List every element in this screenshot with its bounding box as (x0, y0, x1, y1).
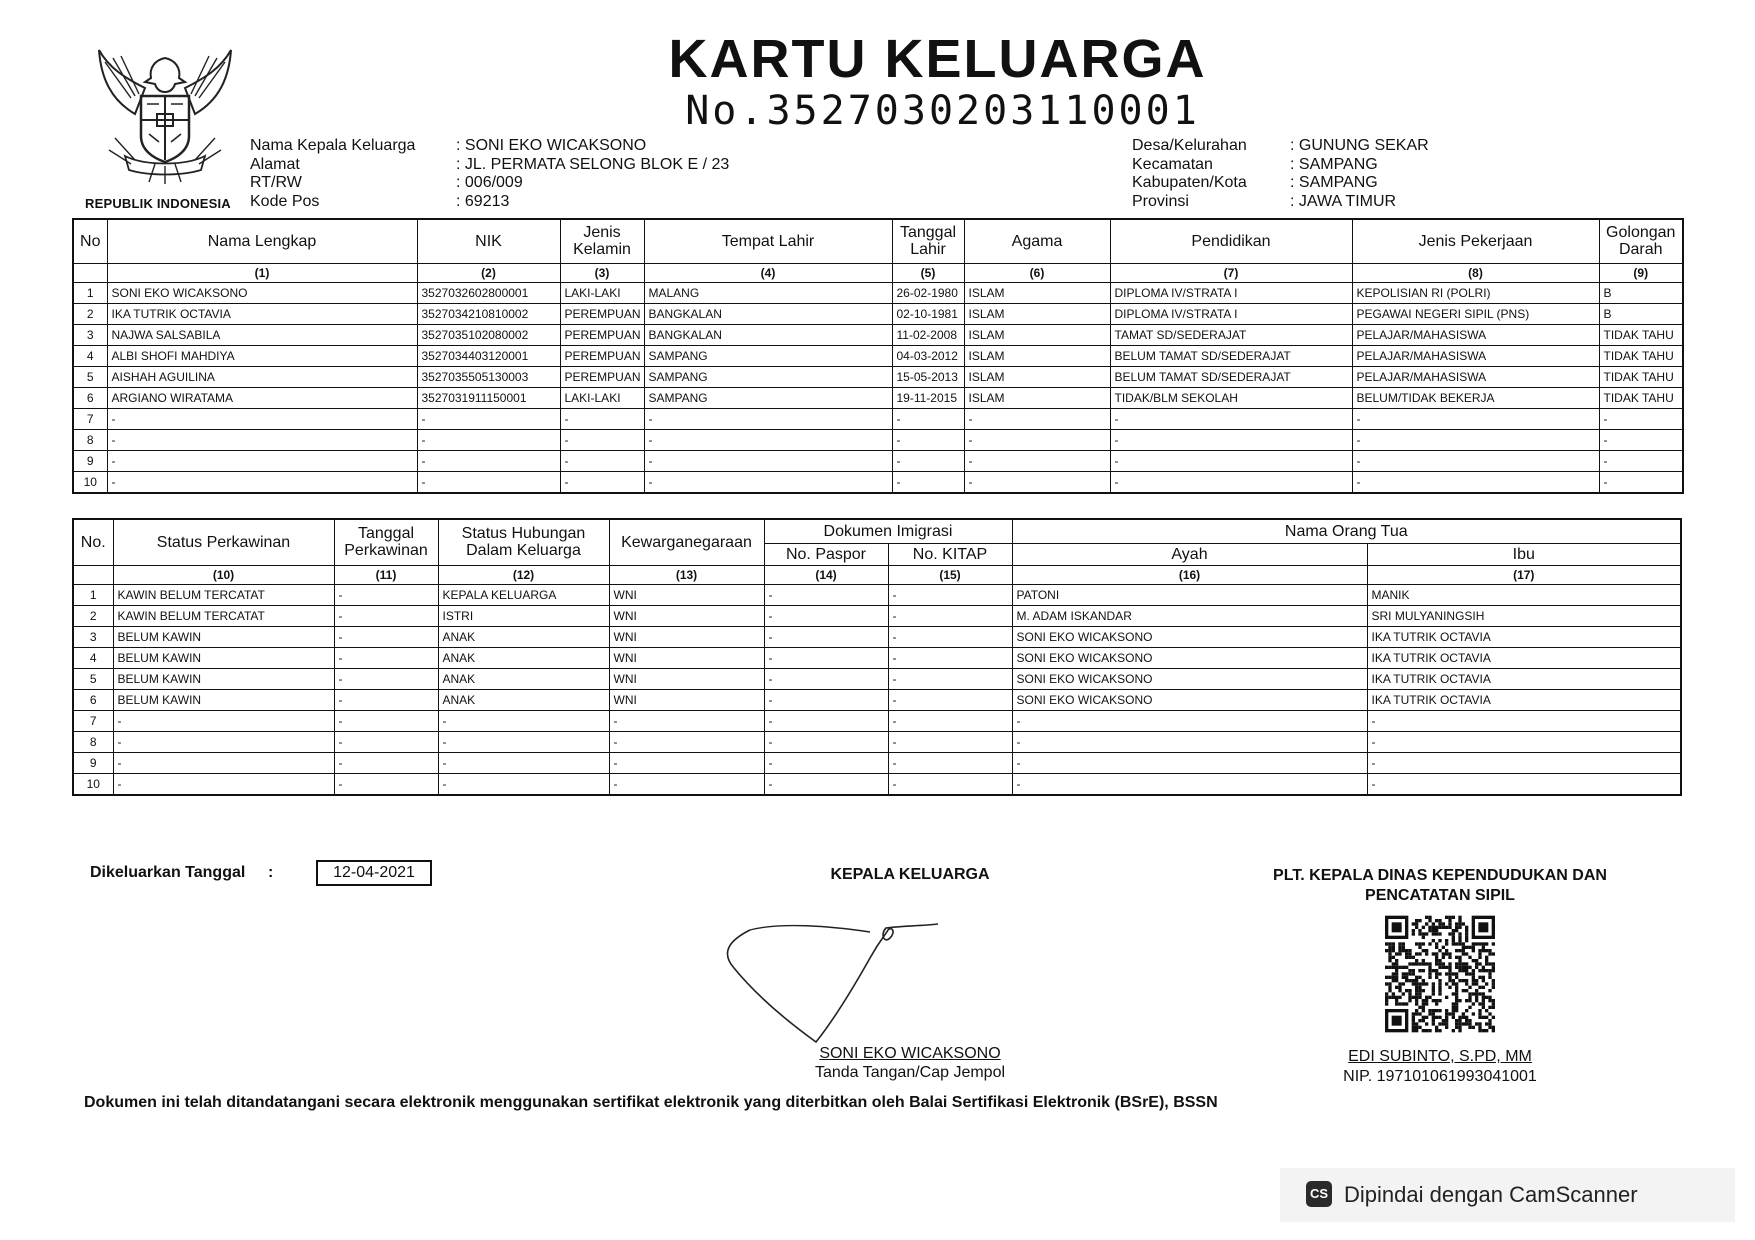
cell-jenis-kelamin: - (560, 408, 644, 429)
value-kabupaten: : SAMPANG (1290, 174, 1378, 191)
cell-pendidikan: BELUM TAMAT SD/SEDERAJAT (1110, 366, 1352, 387)
cell-no-kitap: - (888, 584, 1012, 605)
index-cell: (9) (1599, 263, 1683, 282)
family-status-body (73, 584, 1681, 795)
cell-no: 3 (73, 324, 107, 345)
label-rtrw: RT/RW (250, 174, 302, 191)
cell-no: 1 (73, 584, 113, 605)
index-cell: (4) (644, 263, 892, 282)
cell-tanggal-perkawinan: - (334, 773, 438, 795)
official-title-line-2: PENCATATAN SIPIL (1365, 887, 1515, 904)
cell-jenis-kelamin: PEREMPUAN (560, 366, 644, 387)
family-members-table (72, 218, 1684, 494)
cell-no: 4 (73, 647, 113, 668)
cell-status-hubungan: ISTRI (438, 605, 609, 626)
cell-agama: ISLAM (964, 303, 1110, 324)
cell-jenis-kelamin: PEREMPUAN (560, 303, 644, 324)
cell-tanggal-lahir: 04-03-2012 (892, 345, 964, 366)
cell-tanggal-lahir: 11-02-2008 (892, 324, 964, 345)
cell-status-hubungan: ANAK (438, 647, 609, 668)
label-kodepos: Kode Pos (250, 192, 320, 210)
table-row (73, 584, 1681, 605)
cell-kewarganegaraan: - (609, 773, 764, 795)
cell-tanggal-lahir: - (892, 429, 964, 450)
cell-pekerjaan: - (1352, 450, 1599, 471)
cell-ayah: M. ADAM ISKANDAR (1012, 605, 1367, 626)
cell-no: 6 (73, 387, 107, 408)
cell-no-paspor: - (764, 605, 888, 626)
cell-tempat-lahir: - (644, 450, 892, 471)
cell-agama: - (964, 408, 1110, 429)
cell-no: 2 (73, 605, 113, 626)
cell-pendidikan: - (1110, 450, 1352, 471)
index-cell: (17) (1367, 565, 1681, 584)
cell-ayah: SONI EKO WICAKSONO (1012, 647, 1367, 668)
cell-status-perkawinan: - (113, 773, 334, 795)
table-row (73, 647, 1681, 668)
cell-nik: 3527034403120001 (417, 345, 560, 366)
cell-kewarganegaraan: WNI (609, 605, 764, 626)
header-dokumen-imigrasi: Dokumen Imigrasi (764, 519, 1012, 543)
document-number: No.3527030203110001 (685, 88, 1200, 134)
cell-tanggal-perkawinan: - (334, 752, 438, 773)
cell-nik: 3527034210810002 (417, 303, 560, 324)
region-labels (1132, 137, 1247, 211)
cell-nama: AISHAH AGUILINA (107, 366, 417, 387)
cell-status-hubungan: ANAK (438, 626, 609, 647)
cell-no-kitap: - (888, 689, 1012, 710)
republik-indonesia-label: REPUBLIK INDONESIA (85, 196, 231, 211)
cell-kewarganegaraan: - (609, 752, 764, 773)
cell-agama: - (964, 450, 1110, 471)
cell-ibu: - (1367, 773, 1681, 795)
cell-nama: ALBI SHOFI MAHDIYA (107, 345, 417, 366)
cell-agama: ISLAM (964, 324, 1110, 345)
cell-pendidikan: DIPLOMA IV/STRATA I (1110, 303, 1352, 324)
cell-ayah: - (1012, 773, 1367, 795)
camscanner-text: Dipindai dengan CamScanner (1344, 1182, 1638, 1207)
official-name: EDI SUBINTO, S.PD, MM (1348, 1048, 1532, 1065)
cell-jenis-kelamin: LAKI-LAKI (560, 387, 644, 408)
header-status-hubungan: Status Hubungan Dalam Keluarga (438, 519, 609, 565)
cell-no: 10 (73, 471, 107, 493)
cell-tanggal-lahir: - (892, 408, 964, 429)
cell-no: 3 (73, 626, 113, 647)
cell-nama: - (107, 450, 417, 471)
cell-no: 7 (73, 408, 107, 429)
signature-icon (720, 920, 1000, 1050)
cell-no-kitap: - (888, 647, 1012, 668)
cell-ibu: - (1367, 710, 1681, 731)
cell-tanggal-perkawinan: - (334, 647, 438, 668)
cell-status-hubungan: ANAK (438, 668, 609, 689)
cell-no: 4 (73, 345, 107, 366)
kepala-keluarga-title: KEPALA KELUARGA (830, 866, 990, 883)
cell-golongan-darah: B (1599, 303, 1683, 324)
cell-ayah: - (1012, 710, 1367, 731)
cell-tanggal-perkawinan: - (334, 605, 438, 626)
cell-golongan-darah: - (1599, 429, 1683, 450)
cell-jenis-kelamin: - (560, 471, 644, 493)
table-row (73, 408, 1683, 429)
region-values (1290, 137, 1429, 211)
table-row (73, 282, 1683, 303)
cell-pendidikan: TIDAK/BLM SEKOLAH (1110, 387, 1352, 408)
cell-ibu: IKA TUTRIK OCTAVIA (1367, 668, 1681, 689)
cell-jenis-kelamin: - (560, 450, 644, 471)
cell-tanggal-perkawinan: - (334, 710, 438, 731)
index-cell: (11) (334, 565, 438, 584)
value-rtrw: : 006/009 (456, 174, 523, 191)
cell-nama: - (107, 429, 417, 450)
cell-kewarganegaraan: WNI (609, 647, 764, 668)
kepala-keluarga-name: SONI EKO WICAKSONO (819, 1045, 1001, 1062)
label-kecamatan: Kecamatan (1132, 155, 1213, 173)
cell-pekerjaan: - (1352, 408, 1599, 429)
header-pendidikan: Pendidikan (1110, 219, 1352, 263)
table-row (73, 471, 1683, 493)
cell-pendidikan: TAMAT SD/SEDERAJAT (1110, 324, 1352, 345)
cell-nik: 3527032602800001 (417, 282, 560, 303)
cell-tanggal-lahir: 15-05-2013 (892, 366, 964, 387)
cell-ibu: - (1367, 731, 1681, 752)
cell-no: 9 (73, 450, 107, 471)
cell-tempat-lahir: BANGKALAN (644, 324, 892, 345)
index-cell: (13) (609, 565, 764, 584)
cell-no: 8 (73, 429, 107, 450)
table-row (73, 450, 1683, 471)
cell-status-perkawinan: BELUM KAWIN (113, 668, 334, 689)
table-row (73, 387, 1683, 408)
cell-pendidikan: - (1110, 429, 1352, 450)
table-row (73, 731, 1681, 752)
cell-pendidikan: DIPLOMA IV/STRATA I (1110, 282, 1352, 303)
label-desa: Desa/Kelurahan (1132, 137, 1247, 154)
cell-pekerjaan: - (1352, 471, 1599, 493)
cell-status-hubungan: - (438, 710, 609, 731)
header-ayah: Ayah (1012, 543, 1367, 565)
cell-status-perkawinan: BELUM KAWIN (113, 689, 334, 710)
cell-golongan-darah: TIDAK TAHU (1599, 345, 1683, 366)
official-title-line-1: PLT. KEPALA DINAS KEPENDUDUKAN DAN (1273, 867, 1607, 884)
cell-no-kitap: - (888, 710, 1012, 731)
index-cell-empty (73, 263, 107, 282)
cell-no: 2 (73, 303, 107, 324)
cell-no-kitap: - (888, 626, 1012, 647)
index-cell: (10) (113, 565, 334, 584)
cell-nama: NAJWA SALSABILA (107, 324, 417, 345)
cell-tanggal-lahir: 19-11-2015 (892, 387, 964, 408)
cell-status-hubungan: KEPALA KELUARGA (438, 584, 609, 605)
cell-ayah: - (1012, 731, 1367, 752)
cell-tanggal-lahir: 26-02-1980 (892, 282, 964, 303)
index-cell: (6) (964, 263, 1110, 282)
cell-nik: - (417, 450, 560, 471)
household-values (456, 137, 729, 211)
cell-status-perkawinan: - (113, 710, 334, 731)
cell-no: 5 (73, 668, 113, 689)
cell-golongan-darah: - (1599, 450, 1683, 471)
cell-pekerjaan: PEGAWAI NEGERI SIPIL (PNS) (1352, 303, 1599, 324)
label-alamat: Alamat (250, 155, 300, 173)
official-title (1250, 866, 1630, 906)
cell-ibu: IKA TUTRIK OCTAVIA (1367, 647, 1681, 668)
cell-tanggal-lahir: - (892, 471, 964, 493)
cell-nama: ARGIANO WIRATAMA (107, 387, 417, 408)
issued-date-value: 12-04-2021 (316, 860, 432, 886)
cell-agama: - (964, 429, 1110, 450)
value-alamat: : JL. PERMATA SELONG BLOK E / 23 (456, 155, 730, 173)
cell-kewarganegaraan: WNI (609, 668, 764, 689)
cell-tanggal-perkawinan: - (334, 668, 438, 689)
cell-status-perkawinan: KAWIN BELUM TERCATAT (113, 605, 334, 626)
header-nik: NIK (417, 219, 560, 263)
cell-no: 9 (73, 752, 113, 773)
cell-ibu: IKA TUTRIK OCTAVIA (1367, 689, 1681, 710)
signature-caption: Tanda Tangan/Cap Jempol (814, 1064, 1006, 1081)
header-kewarganegaraan: Kewarganegaraan (609, 519, 764, 565)
cell-pekerjaan: PELAJAR/MAHASISWA (1352, 366, 1599, 387)
cell-status-hubungan: - (438, 731, 609, 752)
label-nama-kepala: Nama Kepala Keluarga (250, 137, 416, 154)
cell-nama: - (107, 471, 417, 493)
index-cell: (12) (438, 565, 609, 584)
table-row (73, 626, 1681, 647)
cell-no: 7 (73, 710, 113, 731)
index-cell: (1) (107, 263, 417, 282)
value-nama-kepala: : SONI EKO WICAKSONO (456, 137, 647, 154)
cell-ibu: - (1367, 752, 1681, 773)
cell-no: 6 (73, 689, 113, 710)
cell-tanggal-perkawinan: - (334, 731, 438, 752)
cell-tempat-lahir: SAMPANG (644, 387, 892, 408)
header-ibu: Ibu (1367, 543, 1681, 565)
cell-nik: 3527035102080002 (417, 324, 560, 345)
cell-nik: - (417, 471, 560, 493)
cell-tempat-lahir: MALANG (644, 282, 892, 303)
header-jenis-kelamin: Jenis Kelamin (560, 219, 644, 263)
table-row (73, 345, 1683, 366)
cell-golongan-darah: - (1599, 471, 1683, 493)
document-title: KARTU KELUARGA (668, 29, 1207, 89)
header-no-paspor: No. Paspor (764, 543, 888, 565)
header-no-kitap: No. KITAP (888, 543, 1012, 565)
cell-status-perkawinan: - (113, 731, 334, 752)
cell-pendidikan: - (1110, 408, 1352, 429)
cell-tempat-lahir: - (644, 471, 892, 493)
header-jenis-pekerjaan: Jenis Pekerjaan (1352, 219, 1599, 263)
cell-golongan-darah: - (1599, 408, 1683, 429)
cell-no-paspor: - (764, 710, 888, 731)
cell-pekerjaan: BELUM/TIDAK BEKERJA (1352, 387, 1599, 408)
cell-tempat-lahir: SAMPANG (644, 366, 892, 387)
value-provinsi: : JAWA TIMUR (1290, 192, 1397, 210)
label-kabupaten: Kabupaten/Kota (1132, 174, 1247, 191)
header-tanggal-perkawinan: Tanggal Perkawinan (334, 519, 438, 565)
cell-status-perkawinan: KAWIN BELUM TERCATAT (113, 584, 334, 605)
cell-status-hubungan: ANAK (438, 689, 609, 710)
cell-nik: 3527031911150001 (417, 387, 560, 408)
cell-kewarganegaraan: WNI (609, 584, 764, 605)
value-kodepos: : 69213 (456, 192, 510, 210)
cell-ayah: - (1012, 752, 1367, 773)
cell-no-paspor: - (764, 668, 888, 689)
cell-nik: - (417, 429, 560, 450)
index-cell: (16) (1012, 565, 1367, 584)
value-kecamatan: : SAMPANG (1290, 155, 1378, 173)
table-row (73, 324, 1683, 345)
cell-no-paspor: - (764, 689, 888, 710)
cell-tempat-lahir: - (644, 408, 892, 429)
index-cell: (5) (892, 263, 964, 282)
cell-no: 10 (73, 773, 113, 795)
cell-kewarganegaraan: - (609, 731, 764, 752)
family-status-table (72, 518, 1682, 796)
cell-ayah: SONI EKO WICAKSONO (1012, 626, 1367, 647)
cell-no: 1 (73, 282, 107, 303)
cell-golongan-darah: TIDAK TAHU (1599, 324, 1683, 345)
cell-pekerjaan: - (1352, 429, 1599, 450)
cell-no-paspor: - (764, 752, 888, 773)
cell-status-perkawinan: BELUM KAWIN (113, 647, 334, 668)
qr-code-icon (1385, 915, 1495, 1033)
family-members-body (73, 282, 1683, 493)
cell-no-paspor: - (764, 731, 888, 752)
header-golongan-darah: Golongan Darah (1599, 219, 1683, 263)
cell-status-hubungan: - (438, 773, 609, 795)
table-row (73, 303, 1683, 324)
table-row (73, 773, 1681, 795)
cell-status-perkawinan: - (113, 752, 334, 773)
cell-kewarganegaraan: WNI (609, 626, 764, 647)
cell-agama: - (964, 471, 1110, 493)
index-cell: (2) (417, 263, 560, 282)
cell-pendidikan: BELUM TAMAT SD/SEDERAJAT (1110, 345, 1352, 366)
issued-date-label: Dikeluarkan Tanggal (90, 864, 246, 881)
cell-pendidikan: - (1110, 471, 1352, 493)
cell-tanggal-perkawinan: - (334, 626, 438, 647)
cell-no-paspor: - (764, 773, 888, 795)
cell-ibu: IKA TUTRIK OCTAVIA (1367, 626, 1681, 647)
electronic-signature-note: Dokumen ini telah ditandatangani secara elektronik menggunakan sertifikat elektronik yang diterbitkan oleh Balai Sertifikasi Elektronik (BSrE), BSSN (84, 1094, 1218, 1111)
cell-tanggal-perkawinan: - (334, 584, 438, 605)
cell-golongan-darah: TIDAK TAHU (1599, 387, 1683, 408)
cell-nik: 3527035505130003 (417, 366, 560, 387)
header-status-perkawinan: Status Perkawinan (113, 519, 334, 565)
table-row (73, 605, 1681, 626)
cell-no-kitap: - (888, 731, 1012, 752)
table-row (73, 710, 1681, 731)
table-row (73, 429, 1683, 450)
cell-tempat-lahir: SAMPANG (644, 345, 892, 366)
cell-jenis-kelamin: LAKI-LAKI (560, 282, 644, 303)
cell-no: 8 (73, 731, 113, 752)
label-provinsi: Provinsi (1132, 192, 1189, 210)
camscanner-icon: CS (1306, 1181, 1332, 1207)
index-cell: (7) (1110, 263, 1352, 282)
cell-jenis-kelamin: - (560, 429, 644, 450)
cell-agama: ISLAM (964, 366, 1110, 387)
cell-ibu: MANIK (1367, 584, 1681, 605)
cell-tanggal-lahir: - (892, 450, 964, 471)
cell-nik: - (417, 408, 560, 429)
cell-agama: ISLAM (964, 282, 1110, 303)
cell-tanggal-perkawinan: - (334, 689, 438, 710)
cell-ibu: SRI MULYANINGSIH (1367, 605, 1681, 626)
cell-pekerjaan: KEPOLISIAN RI (POLRI) (1352, 282, 1599, 303)
cell-no: 5 (73, 366, 107, 387)
table-row (73, 366, 1683, 387)
cell-golongan-darah: TIDAK TAHU (1599, 366, 1683, 387)
cell-kewarganegaraan: - (609, 710, 764, 731)
cell-kewarganegaraan: WNI (609, 689, 764, 710)
index-cell: (14) (764, 565, 888, 584)
cell-agama: ISLAM (964, 345, 1110, 366)
cell-tanggal-lahir: 02-10-1981 (892, 303, 964, 324)
cell-nama: IKA TUTRIK OCTAVIA (107, 303, 417, 324)
cell-ayah: SONI EKO WICAKSONO (1012, 689, 1367, 710)
issued-date-colon: : (268, 864, 274, 881)
cell-no-paspor: - (764, 584, 888, 605)
cell-tempat-lahir: - (644, 429, 892, 450)
cell-jenis-kelamin: PEREMPUAN (560, 345, 644, 366)
cell-status-perkawinan: BELUM KAWIN (113, 626, 334, 647)
official-nip: NIP. 197101061993041001 (1343, 1068, 1537, 1085)
cell-status-hubungan: - (438, 752, 609, 773)
cell-no-kitap: - (888, 752, 1012, 773)
table-row (73, 668, 1681, 689)
header-agama: Agama (964, 219, 1110, 263)
cell-ayah: PATONI (1012, 584, 1367, 605)
cell-no-kitap: - (888, 668, 1012, 689)
cell-tempat-lahir: BANGKALAN (644, 303, 892, 324)
cell-jenis-kelamin: PEREMPUAN (560, 324, 644, 345)
cell-pekerjaan: PELAJAR/MAHASISWA (1352, 324, 1599, 345)
header-tempat-lahir: Tempat Lahir (644, 219, 892, 263)
cell-no-kitap: - (888, 773, 1012, 795)
cell-no-paspor: - (764, 626, 888, 647)
cell-golongan-darah: B (1599, 282, 1683, 303)
header-nama-orang-tua: Nama Orang Tua (1012, 519, 1681, 543)
cell-ayah: SONI EKO WICAKSONO (1012, 668, 1367, 689)
header-tanggal-lahir: Tanggal Lahir (892, 219, 964, 263)
header-nama-lengkap: Nama Lengkap (107, 219, 417, 263)
index-cell: (15) (888, 565, 1012, 584)
index-cell: (8) (1352, 263, 1599, 282)
cell-nama: SONI EKO WICAKSONO (107, 282, 417, 303)
value-desa: : GUNUNG SEKAR (1290, 137, 1429, 154)
index-cell: (3) (560, 263, 644, 282)
header-no: No (73, 219, 107, 263)
cell-agama: ISLAM (964, 387, 1110, 408)
index-cell-empty (73, 565, 113, 584)
table-row (73, 689, 1681, 710)
household-labels (250, 137, 415, 211)
cell-nama: - (107, 408, 417, 429)
table-row (73, 752, 1681, 773)
cell-no-kitap: - (888, 605, 1012, 626)
cell-pekerjaan: PELAJAR/MAHASISWA (1352, 345, 1599, 366)
header-no: No. (73, 519, 113, 565)
cell-no-paspor: - (764, 647, 888, 668)
